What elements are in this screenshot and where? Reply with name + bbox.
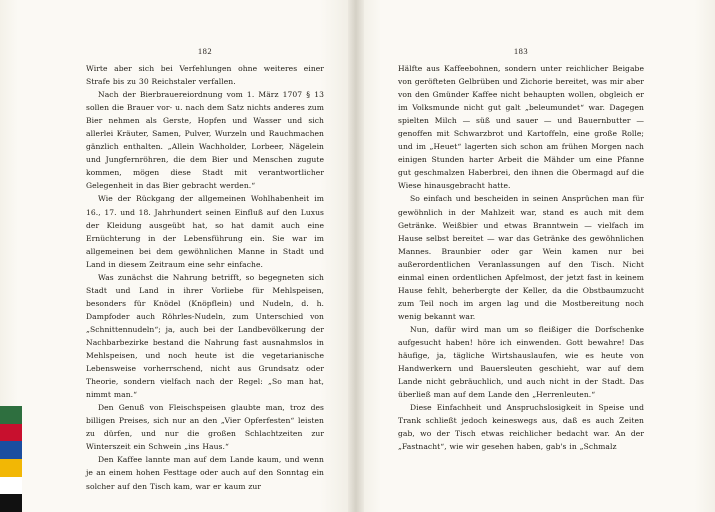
paragraph: Diese Einfachheit und Anspruchslosigkeit in Speise und Trank schließt jedoch keineswegs aus, daß es auch Zeiten gab, wo der Tisch etwas reichlicher bedacht war. An der „Fastnacht“, wie wir gesehen haben, gab's in „Schmalz — [398, 403, 644, 452]
right-page-folio: 183 — [513, 46, 529, 56]
color-calibration-strip — [0, 406, 22, 512]
paragraph: Den Genuß von Fleischspeisen glaubte man, troz des billigen Preises, sich nur an den „Vier Opferfesten“ leisten zu dürfen, und nur die großen Schlachtzeiten zur Winterszeit ein Schwein „ins Haus.“ — [86, 403, 324, 452]
paragraph: Wirte aber sich bei Verfehlungen ohne weiteres einer Strafe bis zu 30 Reichstaler verfallen. — [86, 64, 324, 87]
paragraph: Hälfte aus Kaffeebohnen, sondern unter reichlicher Beigabe von geröfteten Gelbrüben und Zichorie bereitet, was mir aber von den Gmünder Kaffee nicht behaupten wollen, obgleich er im Volksmunde nicht gut galt „beleumundet“ war. Dagegen spielten Milch — süß und sauer — und Bauernbutter — genoffen mit Schwarzbrot und Kartoffeln, eine große Rolle; und im „Heuet“ lagerten sich schon am frühen Morgen nach einigen Stunden harter Arbeit die Mähder um eine Pfanne gut geschmalzen Haberbrei, den ihnen die Obermagd auf die Wiese hinausgebracht hatte. — [398, 64, 644, 191]
book-gutter-shadow — [348, 0, 364, 512]
paragraph: Wie der Rückgang der allgemeinen Wohlhabenheit im 16., 17. und 18. Jahrhundert seinen Einfluß auf den Luxus der Kleidung ausgeübt hat, so hat damit auch eine Ernüchterung in der Lebensführung ein. Sie war im allgemeinen bei dem gewöhnlichen Manne in Stadt und Land in diesem Zeitraum eine sehr einfache. — [86, 194, 324, 269]
paragraph: Nach der Bierbrauereiordnung vom 1. März 1707 § 13 sollen die Brauer vor- u. nach dem Satz nichts anderes zum Bier nehmen als Gerste, Hopfen und Wasser und sich allerlei Kräuter, Samen, Pulver, Wurzeln und Rauchmachen gänzlich enthalten. „Allein Wachholder, Lorbeer, Nägelein und Jungfernröhren, die dem Bier und Menschen zugute kommen, mögen diese Stadt mit verantwortlicher Gelegenheit in das Bier gebracht werden.“ — [86, 90, 324, 191]
paragraph: Was zunächst die Nahrung betrifft, so begegneten sich Stadt und Land in ihrer Vorliebe für Mehlspeisen, besonders für Knödel (Knöpflein) und Nudeln, d. h. Dampfoder auch Röhrles-Nudeln, zum Unterschied von „Schnittennudeln“; ja, auch bei der Landbevölkerung der Nachbarbezirke bestand die Nahrung fast ausnahmslos in Mehlspeisen, und noch heute ist die vegetarianische Lebensweise vorherrschend, nicht aus Grundsatz oder Theorie, sondern vielfach nach der Regel: „So man hat, nimmt man.“ — [86, 272, 324, 400]
left-page-text-column — [86, 62, 324, 493]
left-page-folio: 182 — [197, 46, 213, 56]
paragraph: Nun, dafür wird man um so fleißiger die Dorfschenke aufgesucht haben! höre ich einwenden. Gott bewahre! Das häufige, ja, tägliche Wirtshauslaufen, wie es heute von Handwerkern und Bauersleuten geschieht, war auf dem Lande nicht gebräuchlich, und auch nicht in der Stadt. Das überließ man auf dem Lande den „Herrenleuten.“ — [398, 324, 644, 400]
right-page-text-column — [398, 62, 644, 453]
paragraph: Den Kaffee lannte man auf dem Lande kaum, und wenn je an einem hohen Festtage oder auch auf den Sonntag ein solcher auf den Tisch kam, war er kaum zur — [86, 455, 324, 491]
paragraph: So einfach und bescheiden in seinen Ansprüchen man für gewöhnlich in der Mahlzeit war, stand es auch mit dem Getränke. Weißbier und etwas Branntwein — vielfach im Hause selbst bereitet — war das Getränke des gewöhnlichen Mannes. Braunbier oder gar Wein kamen nur bei außerordentlichen Veranlassungen auf den Tisch. Nicht einmal einen ordentlichen Apfelmost, der jetzt fast in keinem Hause fehlt, beherbergte der Keller, da die Obstbaumzucht zum Teil noch im argen lag und die Mostbereitung noch wenig bekannt war. — [398, 194, 644, 321]
